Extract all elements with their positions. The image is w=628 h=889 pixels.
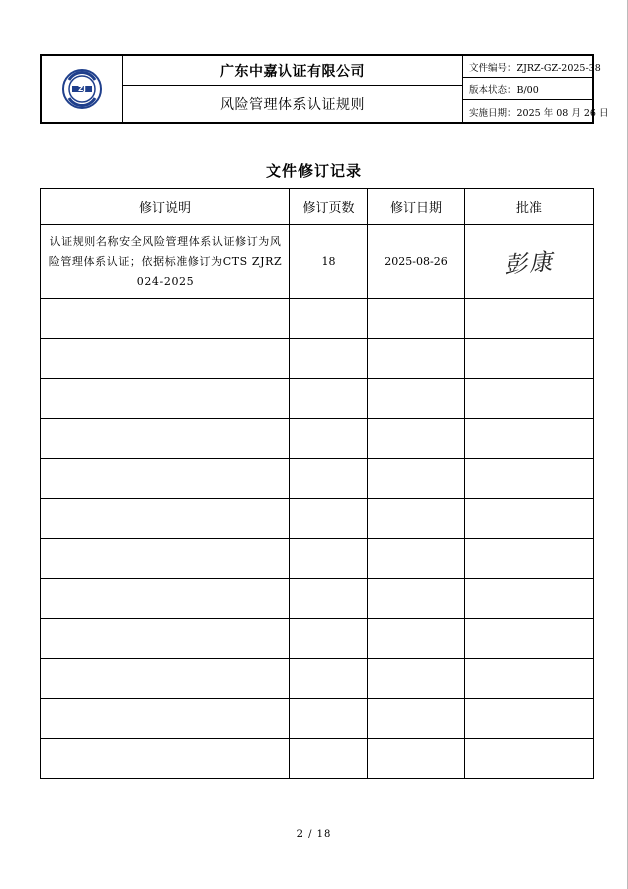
- table-row: [41, 459, 594, 499]
- empty-approval-cell: [465, 699, 594, 739]
- document-title: 风险管理体系认证规则: [123, 86, 463, 122]
- table-row: [41, 379, 594, 419]
- table-row: [41, 499, 594, 539]
- empty-approval-cell: [465, 619, 594, 659]
- empty-approval-cell: [465, 379, 594, 419]
- company-seal-logo-icon: [62, 69, 102, 109]
- empty-description-cell: [41, 739, 290, 779]
- empty-approval-cell: [465, 419, 594, 459]
- column-header-pages: 修订页数: [290, 189, 368, 225]
- table-row: [41, 299, 594, 339]
- table-row: [41, 739, 594, 779]
- empty-description-cell: [41, 539, 290, 579]
- empty-pages-cell: [290, 699, 368, 739]
- svg-text:ZJ: ZJ: [78, 85, 86, 93]
- column-header-description: 修订说明: [41, 189, 290, 225]
- empty-pages-cell: [290, 299, 368, 339]
- table-row: [41, 619, 594, 659]
- approver-signature: 彭康: [503, 249, 556, 279]
- effective-date: 实施日期：2025 年 08 月 26 日: [469, 107, 609, 119]
- empty-approval-cell: [465, 539, 594, 579]
- empty-date-cell: [368, 659, 465, 699]
- empty-date-cell: [368, 419, 465, 459]
- empty-date-cell: [368, 699, 465, 739]
- file-number: 文件编号：ZJRZ-GZ-2025-38: [463, 56, 594, 78]
- empty-pages-cell: [290, 419, 368, 459]
- revision-pages: 18: [290, 225, 368, 299]
- empty-approval-cell: [465, 299, 594, 339]
- revision-record-table: [40, 188, 594, 779]
- empty-pages-cell: [290, 459, 368, 499]
- empty-date-cell: [368, 379, 465, 419]
- table-row: [41, 225, 594, 299]
- column-header-approval: 批准: [465, 189, 594, 225]
- empty-description-cell: [41, 299, 290, 339]
- empty-description-cell: [41, 379, 290, 419]
- logo-cell: [42, 56, 123, 122]
- table-row: [41, 419, 594, 459]
- version-status: 版本状态：B/00: [463, 79, 594, 100]
- revision-date: 2025-08-26: [368, 225, 465, 299]
- empty-approval-cell: [465, 579, 594, 619]
- empty-pages-cell: [290, 539, 368, 579]
- empty-date-cell: [368, 539, 465, 579]
- revision-description: 认证规则名称安全风险管理体系认证修订为风险管理体系认证；依据标准修订为CTS ZJRZ 024-2025: [41, 225, 290, 299]
- empty-date-cell: [368, 739, 465, 779]
- empty-description-cell: [41, 579, 290, 619]
- table-row: [41, 699, 594, 739]
- empty-description-cell: [41, 699, 290, 739]
- empty-date-cell: [368, 579, 465, 619]
- approval-signature-cell: [465, 225, 594, 299]
- empty-description-cell: [41, 619, 290, 659]
- empty-pages-cell: [290, 579, 368, 619]
- empty-description-cell: [41, 499, 290, 539]
- empty-description-cell: [41, 339, 290, 379]
- empty-description-cell: [41, 419, 290, 459]
- column-header-date: 修订日期: [368, 189, 465, 225]
- empty-pages-cell: [290, 739, 368, 779]
- empty-pages-cell: [290, 339, 368, 379]
- empty-date-cell: [368, 619, 465, 659]
- empty-date-cell: [368, 299, 465, 339]
- empty-pages-cell: [290, 659, 368, 699]
- empty-date-cell: [368, 459, 465, 499]
- empty-pages-cell: [290, 499, 368, 539]
- empty-pages-cell: [290, 619, 368, 659]
- empty-approval-cell: [465, 459, 594, 499]
- document-header: [40, 54, 609, 124]
- table-row: [41, 659, 594, 699]
- empty-date-cell: [368, 499, 465, 539]
- section-title: 文件修订记录: [265, 162, 362, 180]
- empty-approval-cell: [465, 339, 594, 379]
- empty-approval-cell: [465, 739, 594, 779]
- empty-description-cell: [41, 659, 290, 699]
- page-number: 2 / 18: [296, 829, 332, 840]
- empty-description-cell: [41, 459, 290, 499]
- company-name: 广东中嘉认证有限公司: [123, 56, 463, 86]
- empty-approval-cell: [465, 499, 594, 539]
- table-row: [41, 339, 594, 379]
- empty-date-cell: [368, 339, 465, 379]
- empty-pages-cell: [290, 379, 368, 419]
- table-header-row: [41, 189, 594, 225]
- empty-approval-cell: [465, 659, 594, 699]
- table-row: [41, 539, 594, 579]
- table-row: [41, 579, 594, 619]
